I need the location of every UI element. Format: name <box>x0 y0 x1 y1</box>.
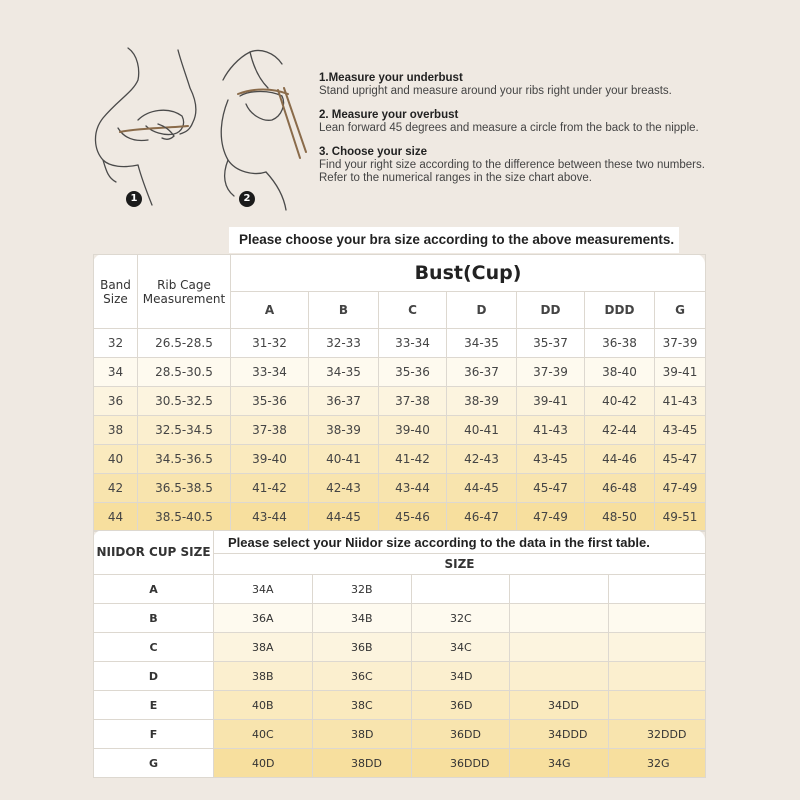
bust-measurement-cell: 45-47 <box>517 474 585 503</box>
rib-cage-cell: 34.5-36.5 <box>138 445 231 474</box>
table1-caption: Please choose your bra size according to the above measurements. <box>229 227 679 253</box>
size-cell <box>609 633 706 662</box>
table-row <box>94 416 706 445</box>
cup-header: G <box>655 292 706 329</box>
niidor-cup-cell: F <box>94 720 214 749</box>
bust-measurement-cell: 44-46 <box>585 445 655 474</box>
step-title: 3. Choose your size <box>319 146 428 158</box>
step-2 <box>319 109 789 135</box>
size-cell: 40D <box>214 749 313 778</box>
cup-header: D <box>447 292 517 329</box>
bust-measurement-cell: 39-40 <box>379 416 447 445</box>
niidor-cup-cell: G <box>94 749 214 778</box>
size-cell <box>609 691 706 720</box>
size-cell <box>510 633 609 662</box>
band-size-header: Band Size <box>94 255 138 329</box>
size-cell <box>510 662 609 691</box>
rib-cage-cell: 36.5-38.5 <box>138 474 231 503</box>
band-size-cell: 32 <box>94 329 138 358</box>
cup-header: A <box>231 292 309 329</box>
bust-size-table <box>93 254 705 524</box>
cup-header: DD <box>517 292 585 329</box>
table-row <box>94 604 706 633</box>
measurement-steps <box>319 72 789 196</box>
bust-measurement-cell: 41-42 <box>379 445 447 474</box>
size-cell: 32DDD <box>609 720 706 749</box>
bust-measurement-cell: 37-38 <box>231 416 309 445</box>
bust-measurement-cell: 44-45 <box>447 474 517 503</box>
niidor-cup-cell: D <box>94 662 214 691</box>
size-cell: 36DD <box>412 720 510 749</box>
size-cell <box>412 575 510 604</box>
bust-measurement-cell: 41-42 <box>231 474 309 503</box>
bust-measurement-cell: 38-39 <box>447 387 517 416</box>
rib-cage-cell: 28.5-30.5 <box>138 358 231 387</box>
step-text: Stand upright and measure around your ribs right under your breasts. <box>319 85 672 97</box>
bust-measurement-cell: 46-47 <box>447 503 517 532</box>
rib-cage-cell: 38.5-40.5 <box>138 503 231 532</box>
bust-measurement-cell: 46-48 <box>585 474 655 503</box>
niidor-size-table <box>93 530 705 770</box>
bust-measurement-cell: 36-38 <box>585 329 655 358</box>
band-size-cell: 38 <box>94 416 138 445</box>
cup-header: B <box>309 292 379 329</box>
cup-header: DDD <box>585 292 655 329</box>
bust-measurement-cell: 35-36 <box>231 387 309 416</box>
bust-measurement-cell: 34-35 <box>309 358 379 387</box>
size-cell: 34G <box>510 749 609 778</box>
size-header: SIZE <box>214 554 706 575</box>
table-row <box>94 749 706 778</box>
size-cell: 34A <box>214 575 313 604</box>
band-size-cell: 44 <box>94 503 138 532</box>
size-cell <box>609 604 706 633</box>
size-cell: 40C <box>214 720 313 749</box>
bust-measurement-cell: 33-34 <box>231 358 309 387</box>
bust-measurement-cell: 47-49 <box>517 503 585 532</box>
size-cell: 38B <box>214 662 313 691</box>
size-cell: 32G <box>609 749 706 778</box>
bust-measurement-cell: 42-44 <box>585 416 655 445</box>
bust-measurement-cell: 33-34 <box>379 329 447 358</box>
step-1-badge: 1 <box>126 191 142 207</box>
size-cell: 34B <box>313 604 412 633</box>
band-size-cell: 34 <box>94 358 138 387</box>
table-row <box>94 445 706 474</box>
size-cell: 38A <box>214 633 313 662</box>
bust-measurement-cell: 40-42 <box>585 387 655 416</box>
bust-measurement-cell: 45-46 <box>379 503 447 532</box>
niidor-cup-size-header: NIIDOR CUP SIZE <box>94 531 214 575</box>
step-title: 2. Measure your overbust <box>319 109 459 121</box>
bust-measurement-cell: 35-37 <box>517 329 585 358</box>
size-cell <box>510 604 609 633</box>
step-title: 1.Measure your underbust <box>319 72 463 84</box>
niidor-cup-cell: B <box>94 604 214 633</box>
bust-measurement-cell: 48-50 <box>585 503 655 532</box>
bust-measurement-cell: 47-49 <box>655 474 706 503</box>
rib-cage-cell: 30.5-32.5 <box>138 387 231 416</box>
band-size-cell: 42 <box>94 474 138 503</box>
bust-measurement-cell: 43-44 <box>379 474 447 503</box>
table2-caption: Please select your Niidor size according to the data in the first table. <box>214 531 706 554</box>
bust-measurement-cell: 40-41 <box>447 416 517 445</box>
cup-header: C <box>379 292 447 329</box>
size-cell: 32C <box>412 604 510 633</box>
bust-measurement-cell: 41-43 <box>655 387 706 416</box>
bust-measurement-cell: 39-41 <box>655 358 706 387</box>
step-2-badge: 2 <box>239 191 255 207</box>
size-cell <box>609 662 706 691</box>
bust-measurement-cell: 43-45 <box>517 445 585 474</box>
size-cell: 38DD <box>313 749 412 778</box>
step-3 <box>319 146 789 185</box>
bust-measurement-cell: 49-51 <box>655 503 706 532</box>
size-cell <box>609 575 706 604</box>
bust-measurement-cell: 37-39 <box>517 358 585 387</box>
table-row <box>94 387 706 416</box>
table-row <box>94 474 706 503</box>
size-cell: 34DDD <box>510 720 609 749</box>
table-row <box>94 503 706 532</box>
size-cell: 36D <box>412 691 510 720</box>
table-row <box>94 358 706 387</box>
step-text: Lean forward 45 degrees and measure a circle from the back to the nipple. <box>319 122 699 134</box>
band-size-cell: 36 <box>94 387 138 416</box>
bust-measurement-cell: 45-47 <box>655 445 706 474</box>
size-cell: 34D <box>412 662 510 691</box>
bust-measurement-cell: 36-37 <box>309 387 379 416</box>
bust-measurement-cell: 35-36 <box>379 358 447 387</box>
bust-measurement-cell: 43-45 <box>655 416 706 445</box>
niidor-cup-cell: A <box>94 575 214 604</box>
size-cell: 36C <box>313 662 412 691</box>
bust-measurement-cell: 41-43 <box>517 416 585 445</box>
step-1 <box>319 72 789 98</box>
bust-measurement-cell: 42-43 <box>447 445 517 474</box>
body-figures-icon <box>78 40 318 215</box>
bust-measurement-cell: 40-41 <box>309 445 379 474</box>
table-row <box>94 662 706 691</box>
step-text: Refer to the numerical ranges in the size chart above. <box>319 172 592 184</box>
measurement-illustration <box>78 40 318 215</box>
size-cell: 40B <box>214 691 313 720</box>
table-row <box>94 633 706 662</box>
bust-measurement-cell: 39-40 <box>231 445 309 474</box>
bust-measurement-cell: 43-44 <box>231 503 309 532</box>
rib-cage-header: Rib Cage Measurement <box>138 255 231 329</box>
table-row <box>94 575 706 604</box>
bust-measurement-cell: 32-33 <box>309 329 379 358</box>
bust-measurement-cell: 39-41 <box>517 387 585 416</box>
size-cell: 32B <box>313 575 412 604</box>
size-cell: 36A <box>214 604 313 633</box>
bust-measurement-cell: 38-40 <box>585 358 655 387</box>
size-cell: 34DD <box>510 691 609 720</box>
size-cell <box>510 575 609 604</box>
bust-cup-header: Bust(Cup) <box>231 255 706 292</box>
bust-measurement-cell: 36-37 <box>447 358 517 387</box>
size-cell: 38D <box>313 720 412 749</box>
table-row <box>94 720 706 749</box>
size-cell: 36B <box>313 633 412 662</box>
rib-cage-cell: 26.5-28.5 <box>138 329 231 358</box>
bust-measurement-cell: 37-39 <box>655 329 706 358</box>
bust-measurement-cell: 34-35 <box>447 329 517 358</box>
table-row <box>94 691 706 720</box>
step-text: Find your right size according to the difference between these two numbers. <box>319 159 705 171</box>
niidor-cup-cell: C <box>94 633 214 662</box>
rib-cage-cell: 32.5-34.5 <box>138 416 231 445</box>
band-size-cell: 40 <box>94 445 138 474</box>
bust-measurement-cell: 37-38 <box>379 387 447 416</box>
niidor-cup-cell: E <box>94 691 214 720</box>
size-cell: 36DDD <box>412 749 510 778</box>
table-row <box>94 329 706 358</box>
bust-measurement-cell: 38-39 <box>309 416 379 445</box>
bust-measurement-cell: 31-32 <box>231 329 309 358</box>
size-cell: 34C <box>412 633 510 662</box>
size-cell: 38C <box>313 691 412 720</box>
bust-measurement-cell: 44-45 <box>309 503 379 532</box>
bust-measurement-cell: 42-43 <box>309 474 379 503</box>
